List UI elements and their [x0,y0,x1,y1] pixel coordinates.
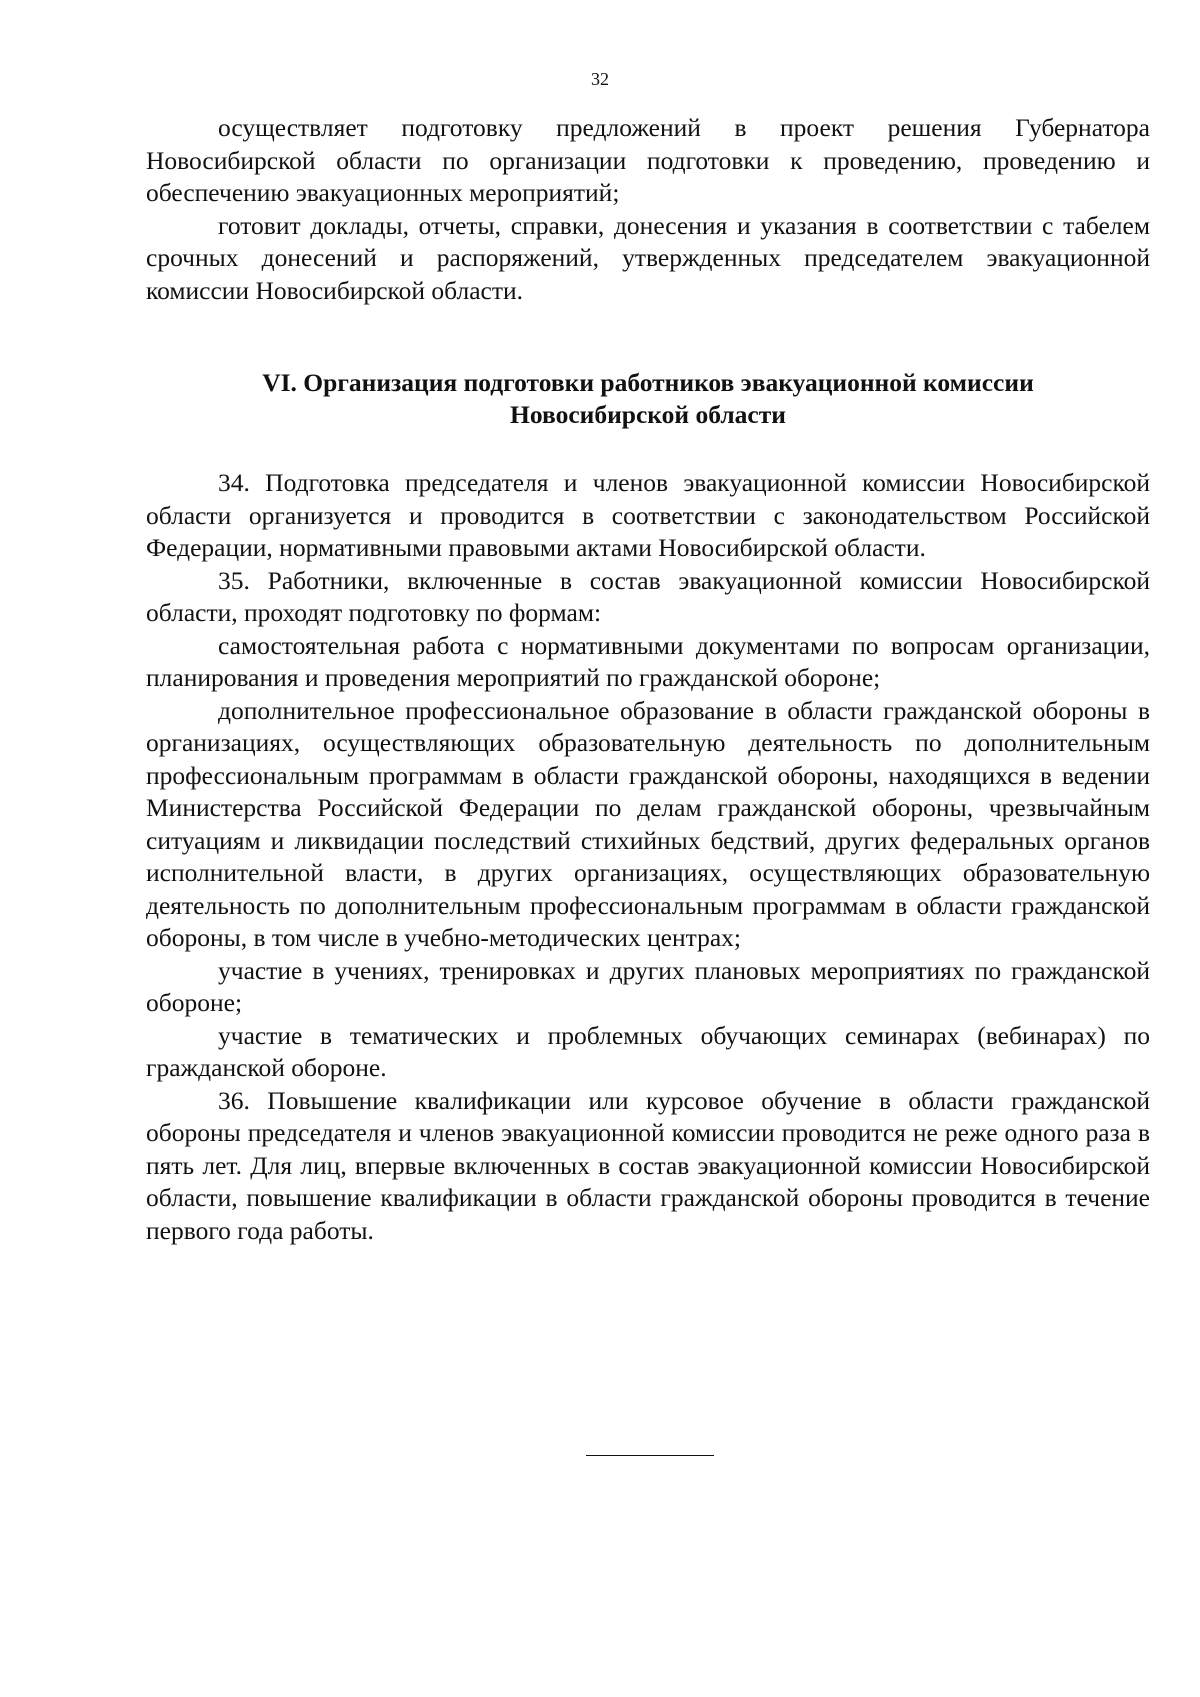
paragraph-evacuation-proposals: осуществляет подготовку предложений в проект решения Губернатора Новосибирской области по организации подготовки к проведению, проведению и обеспечению эвакуационных мероприятий; [146,113,1150,207]
end-of-document-rule [586,1455,714,1456]
paragraph-34: 34. Подготовка председателя и членов эвакуационной комиссии Новосибирской области организуется и проводится в соответствии с законодательством Российской Федерации, нормативными правовыми актами Новосибирской области. [146,468,1150,562]
paragraph-36: 36. Повышение квалификации или курсовое обучение в области гражданской обороны председателя и членов эвакуационной комиссии проводится не реже одного раза в пять лет. Для лиц, впервые включенных в состав эвакуационной комиссии Новосибирской области, повышение квалификации в области гражданской обороны проводится в течение первого года работы. [146,1085,1150,1245]
section-heading-line-2: Новосибирской области [510,400,786,429]
paragraph-seminars: участие в тематических и проблемных обучающих семинарах (вебинарах) по гражданской обороне. [146,1020,1150,1082]
paragraph-reports: готовит доклады, отчеты, справки, донесения и указания в соответствии с табелем срочных донесений и распоряжений, утвержденных председателем эвакуационной комиссии Новосибирской области. [146,210,1150,305]
paragraph-additional-education: дополнительное профессиональное образование в области гражданской обороны в организациях, осуществляющих образовательную деятельность по дополнительным профессиональным программам в области гражданской обороны, находящихся в ведении Министерства Российской Федерации по делам гражданской обороны, чрезвычайным ситуациям и ликвидации последствий стихийных бедствий, других федеральных органов исполнительной власти, в других организациях, осуществляющих образовательную деятельность по дополнительным профессиональным программам в области гражданской обороны, в том числе в учебно-методических центрах; [146,695,1150,952]
paragraph-exercises: участие в учениях, тренировках и других плановых мероприятиях по гражданской обороне; [146,955,1150,1017]
paragraph-35: 35. Работники, включенные в состав эвакуационной комиссии Новосибирской области, проходят подготовку по формам: [146,565,1150,627]
page-number: 32 [591,69,609,89]
section-heading [146,367,1150,431]
document-body [146,112,1150,1247]
section-heading-line-1: VI. Организация подготовки работников эвакуационной комиссии [262,368,1034,397]
paragraph-self-study: самостоятельная работа с нормативными документами по вопросам организации, планирования и проведения мероприятий по гражданской обороне; [146,630,1150,692]
